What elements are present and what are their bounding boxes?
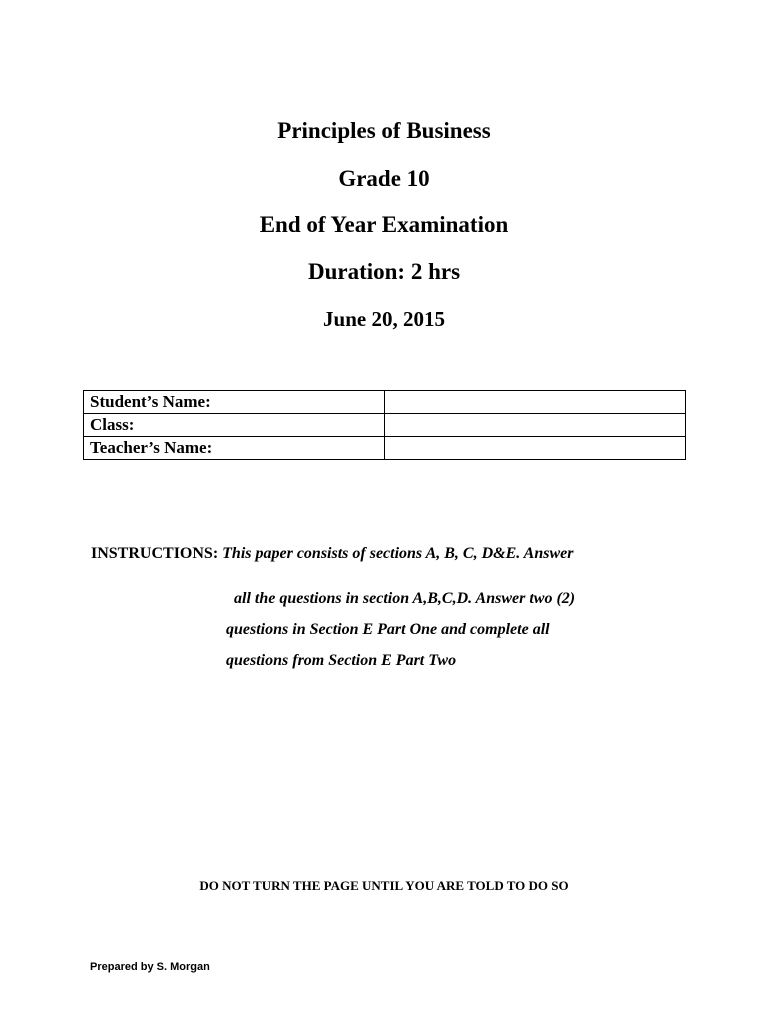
instructions-text-4: questions from Section E Part Two [226, 652, 457, 669]
exam-date: June 20, 2015 [323, 307, 445, 331]
table-row [84, 414, 686, 437]
class-field[interactable] [385, 414, 686, 437]
table-row [84, 391, 686, 414]
student-name-field[interactable] [385, 391, 686, 414]
instructions-heading: INSTRUCTIONS: [91, 545, 219, 562]
prepared-by-footer: Prepared by S. Morgan [90, 961, 210, 973]
do-not-turn-warning: DO NOT TURN THE PAGE UNTIL YOU ARE TOLD TO DO SO [199, 878, 569, 893]
student-info-table [83, 390, 686, 460]
class-label: Class: [84, 414, 385, 437]
instructions-text-3: questions in Section E Part One and complete all [226, 621, 550, 638]
table-row [84, 437, 686, 460]
student-name-label: Student’s Name: [84, 391, 385, 414]
duration-title: Duration: 2 hrs [307, 259, 461, 284]
exam-title: End of Year Examination [259, 212, 509, 237]
instructions-text-1: This paper consists of sections A, B, C, D&E. Answer [222, 545, 574, 562]
instructions-text-2: all the questions in section A,B,C,D. Answer two (2) [234, 590, 576, 607]
grade-title: Grade 10 [338, 166, 430, 191]
teacher-name-label: Teacher’s Name: [84, 437, 385, 460]
instructions-first-line [91, 545, 573, 563]
teacher-name-field[interactable] [385, 437, 686, 460]
subject-title: Principles of Business [277, 118, 491, 143]
